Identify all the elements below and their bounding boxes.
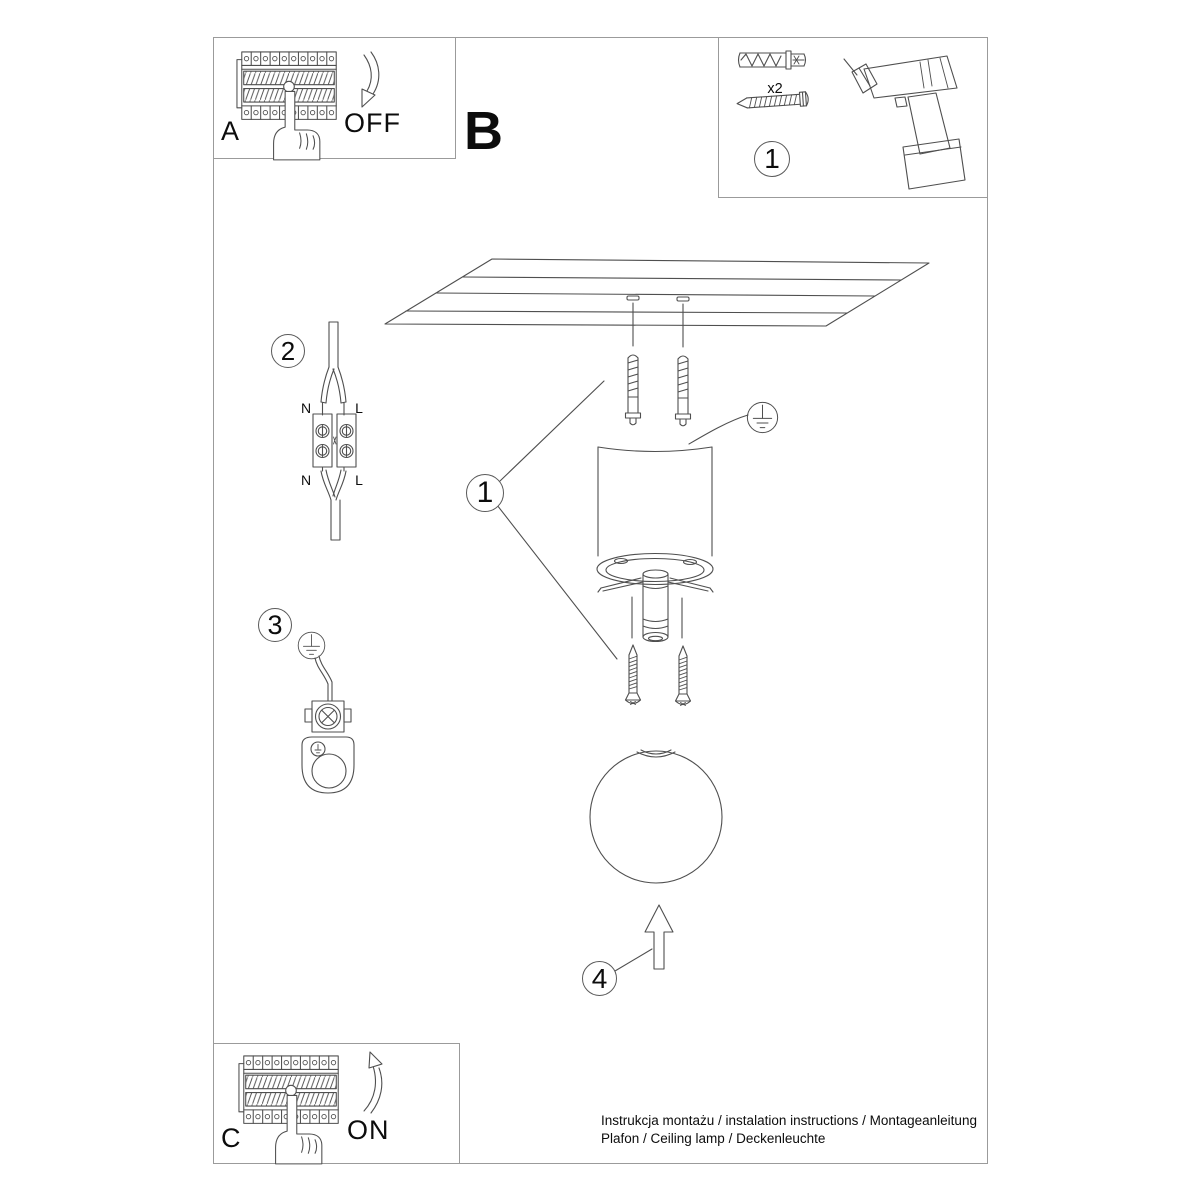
glass-sphere-shade — [590, 750, 722, 883]
ceiling-panel — [385, 259, 929, 326]
callout-1-leader-lines — [497, 381, 617, 659]
drill-icon — [844, 56, 965, 189]
wall-plug-right — [676, 356, 691, 426]
footer-line-2: Plafon / Ceiling lamp / Deckenleuchte — [601, 1130, 826, 1146]
parts-box-step-callout: 1 — [754, 141, 790, 177]
wire-label-l-bottom: L — [355, 472, 363, 488]
section-b-label: B — [464, 101, 503, 161]
footer-line-1: Instrukcja montażu / instalation instructions / Montageanleitung — [601, 1113, 977, 1128]
screw-right — [676, 646, 691, 706]
box-c-label: C — [221, 1123, 241, 1153]
breaker-panel-on-icon — [239, 1056, 338, 1164]
wire-label-l-top: L — [355, 400, 363, 416]
ceiling-lamp-body — [597, 447, 713, 642]
step-3-callout: 3 — [258, 608, 292, 642]
step-2-callout: 2 — [271, 334, 305, 368]
ground-wire — [689, 415, 748, 444]
screw-left — [626, 645, 641, 705]
ground-connection — [298, 632, 354, 793]
breaker-panel-off-icon — [237, 52, 336, 160]
wire-label-n-bottom: N — [300, 472, 312, 488]
footer-text — [601, 1112, 985, 1147]
ground-symbol-icon — [298, 632, 325, 659]
anchor-quantity-label: x2 — [767, 81, 783, 97]
box-a-state-off: OFF — [344, 108, 401, 138]
insert-direction-arrow-icon — [645, 905, 673, 969]
step-4-callout: 4 — [582, 961, 617, 996]
wall-plug-icon — [739, 51, 806, 69]
terminal-block-wiring — [301, 322, 363, 540]
ground-symbol-icon — [747, 402, 777, 432]
wire-label-n-top: N — [300, 400, 312, 416]
box-a-label: A — [221, 116, 240, 146]
step-1-callout: 1 — [466, 474, 504, 512]
curved-arrow-up-icon — [364, 1052, 382, 1113]
curved-arrow-down-icon — [362, 52, 379, 107]
box-c-state-on: ON — [347, 1115, 390, 1145]
wall-plug-left — [626, 355, 641, 425]
callout-4-leader-line — [615, 949, 652, 971]
